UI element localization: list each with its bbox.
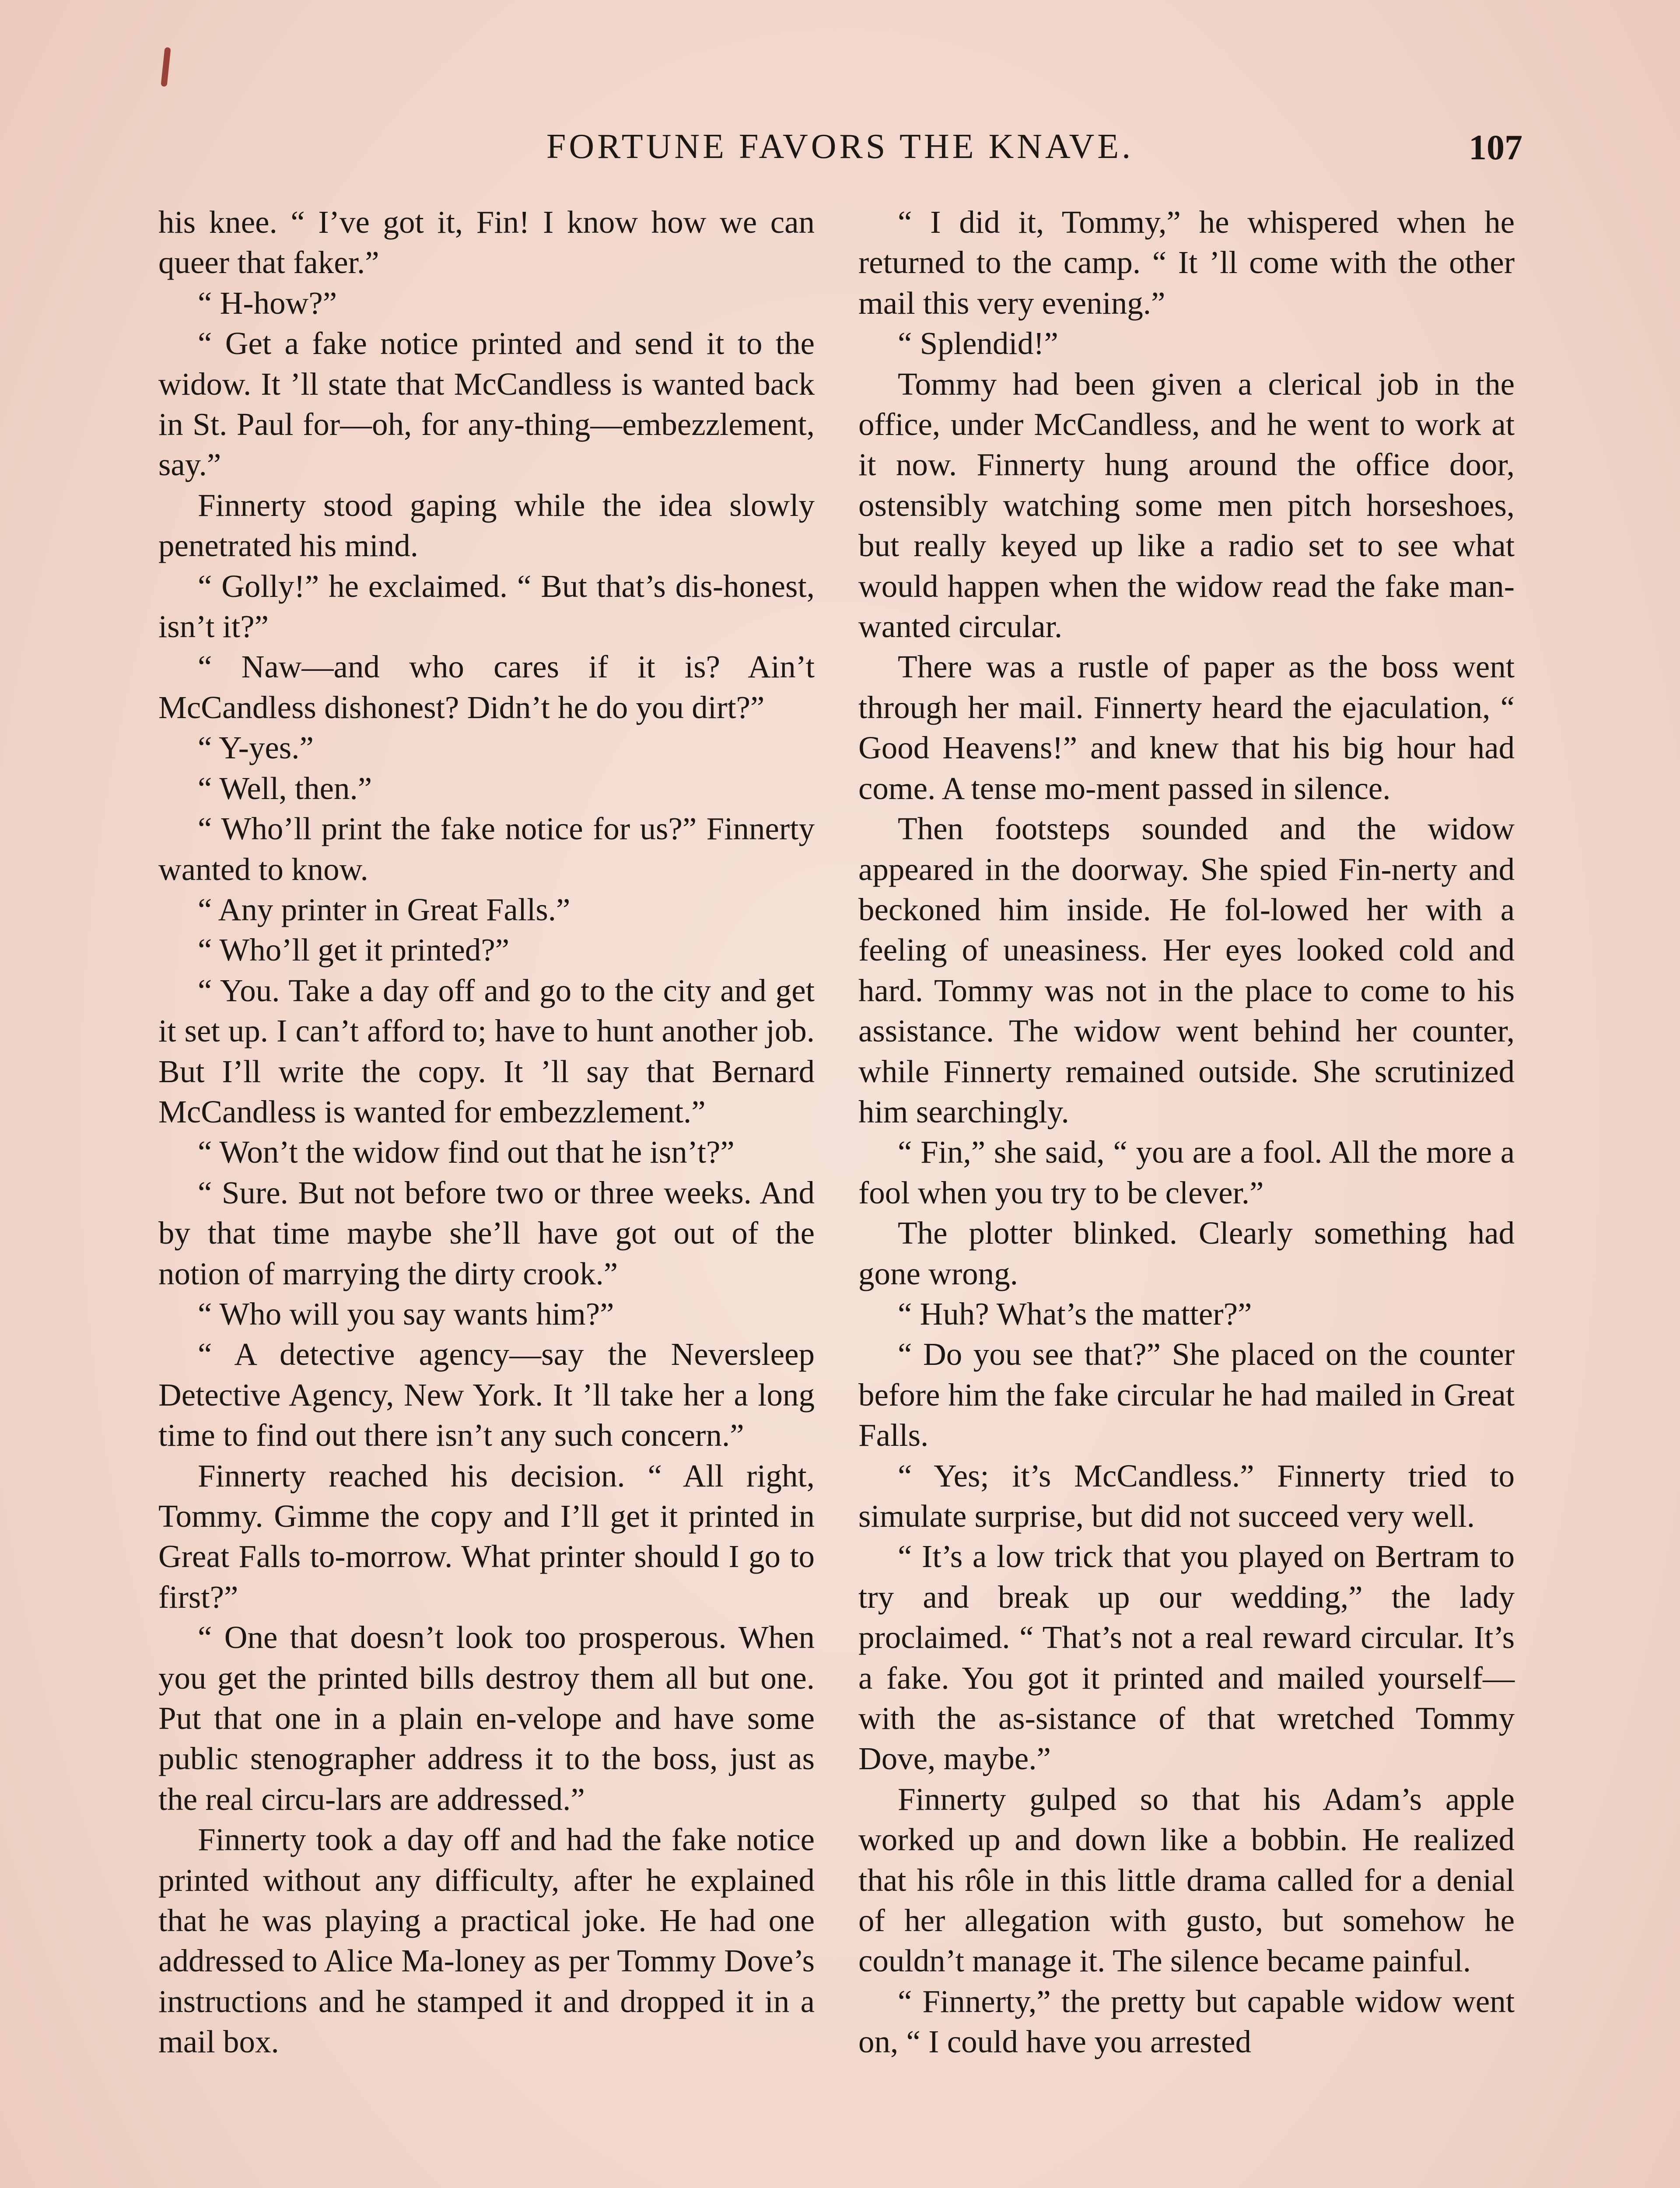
- paragraph: “ A detective agency—say the Neversleep Detective Agency, New York. It ’ll take her a long time to find out there isn’t any such concern.”: [158, 1336, 815, 1453]
- paragraph: “ Yes; it’s McCandless.” Finnerty tried to simulate surprise, but did not succeed very well.: [858, 1458, 1515, 1534]
- page-number: 107: [1469, 127, 1522, 167]
- right-column: [858, 202, 1515, 2062]
- paragraph: “ Naw—and who cares if it is? Ain’t McCandless dishonest? Didn’t he do you dirt?”: [158, 649, 815, 725]
- paragraph: Finnerty gulped so that his Adam’s apple worked up and down like a bobbin. He realized that his rôle in this little drama called for a denial of her allegation with gusto, but somehow he couldn’t manage it. The silence became painful.: [858, 1781, 1515, 1979]
- page-header: [158, 127, 1522, 175]
- paragraph: “ Get a fake notice printed and send it to the widow. It ’ll state that McCandless is wanted back in St. Paul for—oh, for any-thing—embezzlement, say.”: [158, 326, 815, 483]
- paragraph: “ I did it, Tommy,” he whispered when he returned to the camp. “ It ’ll come with the other mail this very evening.”: [858, 204, 1515, 321]
- paragraph: “ One that doesn’t look too prosperous. When you get the printed bills destroy them all but one. Put that one in a plain en-velope and have some public stenographer address it to the boss, just as the real circu-lars are addressed.”: [158, 1620, 815, 1817]
- paragraph: “ Fin,” she said, “ you are a fool. All the more a fool when you try to be clever.”: [858, 1134, 1515, 1210]
- paragraph: “ Any printer in Great Falls.”: [198, 891, 570, 927]
- paragraph: “ Well, then.”: [198, 770, 372, 806]
- paragraph: “ Finnerty,” the pretty but capable widow went on, “ I could have you arrested: [858, 1983, 1515, 2060]
- binding-mark: [161, 47, 171, 87]
- paragraph: Finnerty stood gaping while the idea slowly penetrated his mind.: [158, 487, 815, 564]
- paragraph: “ Who will you say wants him?”: [198, 1296, 614, 1332]
- paragraph: “ Who’ll print the fake notice for us?” Finnerty wanted to know.: [158, 811, 815, 887]
- paragraph: “ H-how?”: [198, 285, 337, 321]
- running-title: FORTUNE FAVORS THE KNAVE.: [546, 127, 1134, 166]
- left-column: [158, 202, 815, 2062]
- paragraph: Finnerty reached his decision. “ All right, Tommy. Gimme the copy and I’ll get it printed in Great Falls to-morrow. What printer should I go to first?”: [158, 1458, 815, 1615]
- paragraph: “ Huh? What’s the matter?”: [898, 1296, 1252, 1332]
- paragraph: “ Y-yes.”: [198, 730, 314, 766]
- paragraph: his knee. “ I’ve got it, Fin! I know how we can queer that faker.”: [158, 204, 815, 281]
- paragraph: “ It’s a low trick that you played on Bertram to try and break up our wedding,” the lady proclaimed. “ That’s not a real reward circular. It’s a fake. You got it printed and mailed yourself—with the as-sistance of that wretched Tommy Dove, maybe.”: [858, 1539, 1515, 1777]
- paragraph: “ You. Take a day off and go to the city and get it set up. I can’t afford to; have to hunt another job. But I’ll write the copy. It ’ll say that Bernard McCandless is wanted for embezzlement.”: [158, 972, 815, 1129]
- paragraph: Finnerty took a day off and had the fake notice printed without any difficulty, after he explained that he was playing a practical joke. He had one addressed to Alice Ma-loney as per Tommy Dove’s instructions and he stamped it and dropped it in a mail box.: [158, 1822, 815, 2060]
- paragraph: “ Who’ll get it printed?”: [198, 932, 510, 968]
- paragraph: “ Golly!” he exclaimed. “ But that’s dis-honest, isn’t it?”: [158, 568, 815, 645]
- paragraph: “ Sure. But not before two or three weeks. And by that time maybe she’ll have got out of the notion of marrying the dirty crook.”: [158, 1175, 815, 1291]
- paragraph: There was a rustle of paper as the boss went through her mail. Finnerty heard the ejaculation, “ Good Heavens!” and knew that his big hour had come. A tense mo-ment passed in silence.: [858, 649, 1515, 806]
- paragraph: “ Splendid!”: [898, 326, 1058, 361]
- paragraph: Tommy had been given a clerical job in the office, under McCandless, and he went to work at it now. Finnerty hung around the office door, ostensibly watching some men pitch horseshoes, but really keyed up like a radio set to see what would happen when the widow read the fake man-wanted circular.: [858, 366, 1515, 645]
- paragraph: Then footsteps sounded and the widow appeared in the doorway. She spied Fin-nerty and beckoned him inside. He fol-lowed her with a feeling of uneasiness. Her eyes looked cold and hard. Tommy was not in the place to come to his assistance. The widow went behind her counter, while Finnerty remained outside. She scrutinized him searchingly.: [858, 811, 1515, 1129]
- paragraph: “ Won’t the widow find out that he isn’t?”: [198, 1134, 735, 1170]
- paragraph: “ Do you see that?” She placed on the counter before him the fake circular he had mailed in Great Falls.: [858, 1336, 1515, 1453]
- paragraph: The plotter blinked. Clearly something had gone wrong.: [858, 1215, 1515, 1291]
